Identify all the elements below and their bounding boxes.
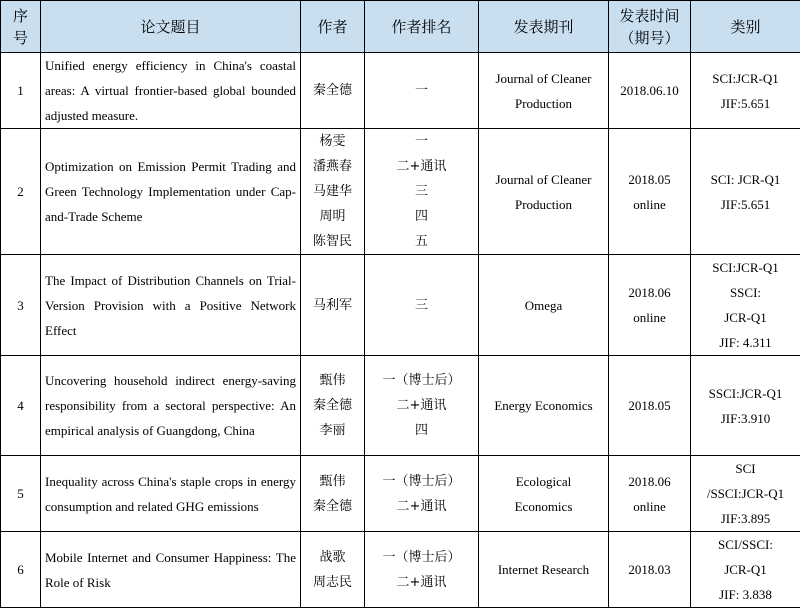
cell-line: 二+通讯: [369, 494, 474, 519]
cell-line: 甄伟: [305, 368, 360, 393]
cell-line: 周志民: [305, 570, 360, 595]
cell-line: Production: [483, 192, 604, 217]
cell-line: JIF: 4.311: [695, 330, 796, 355]
cell-authors: [301, 356, 365, 456]
cell-line: Omega: [483, 293, 604, 318]
cell-ranks: [365, 356, 479, 456]
cell-authors: [301, 255, 365, 356]
cell-line: 一（博士后）: [369, 368, 474, 393]
cell-category: [691, 356, 800, 456]
cell-index: 4: [1, 356, 41, 456]
cell-title: Optimization on Emission Permit Trading and Green Technology Implementation under Cap-and-Trade Scheme: [41, 129, 301, 255]
cell-journal: [479, 532, 609, 608]
cell-line: 秦全德: [305, 393, 360, 418]
cell-line: Economics: [483, 494, 604, 519]
cell-journal: [479, 53, 609, 129]
cell-authors: [301, 532, 365, 608]
cell-date: [609, 129, 691, 255]
header-rank: 作者排名: [365, 1, 479, 53]
cell-index: 1: [1, 53, 41, 129]
cell-line: 潘燕春: [305, 154, 360, 179]
cell-line: SCI: JCR-Q1: [695, 167, 796, 192]
cell-line: online: [613, 192, 686, 217]
header-index: 序 号: [1, 1, 41, 53]
cell-journal: [479, 255, 609, 356]
cell-title: The Impact of Distribution Channels on Trial-Version Provision with a Positive Network Effect: [41, 255, 301, 356]
cell-title: Inequality across China's staple crops in energy consumption and related GHG emissions: [41, 456, 301, 532]
cell-line: /SSCI:JCR-Q1: [695, 481, 796, 506]
cell-line: online: [613, 494, 686, 519]
cell-line: 2018.06.10: [613, 78, 686, 103]
cell-ranks: [365, 53, 479, 129]
table-row: [1, 53, 800, 129]
cell-line: JIF:5.651: [695, 91, 796, 116]
cell-title: Mobile Internet and Consumer Happiness: The Role of Risk: [41, 532, 301, 608]
cell-line: Production: [483, 91, 604, 116]
cell-line: 马建华: [305, 179, 360, 204]
cell-line: 2018.03: [613, 557, 686, 582]
cell-line: 四: [369, 418, 474, 443]
cell-category: [691, 129, 800, 255]
cell-line: 杨雯: [305, 129, 360, 154]
cell-line: 一: [369, 129, 474, 154]
cell-category: [691, 53, 800, 129]
cell-line: 2018.05: [613, 167, 686, 192]
cell-line: JCR-Q1: [695, 305, 796, 330]
cell-title: Uncovering household indirect energy-saving responsibility from a sectoral perspective: An empirical analysis of Guangdong, China: [41, 356, 301, 456]
header-title: 论文题目: [41, 1, 301, 53]
table-row: [1, 356, 800, 456]
cell-line: 五: [369, 229, 474, 254]
cell-date: [609, 456, 691, 532]
cell-index: 3: [1, 255, 41, 356]
cell-line: 二+通讯: [369, 570, 474, 595]
cell-date: [609, 53, 691, 129]
cell-line: 马利军: [305, 293, 360, 318]
cell-category: [691, 532, 800, 608]
cell-line: 三: [369, 293, 474, 318]
cell-index: 5: [1, 456, 41, 532]
cell-ranks: [365, 456, 479, 532]
cell-line: 二+通讯: [369, 393, 474, 418]
cell-line: 甄伟: [305, 469, 360, 494]
header-journal: 发表期刊: [479, 1, 609, 53]
cell-line: SCI: [695, 456, 796, 481]
cell-line: Energy Economics: [483, 393, 604, 418]
header-row: [1, 1, 800, 53]
table-row: [1, 129, 800, 255]
cell-line: 战歌: [305, 545, 360, 570]
cell-line: JIF: 3.838: [695, 582, 796, 607]
cell-line: 2018.05: [613, 393, 686, 418]
cell-line: Ecological: [483, 469, 604, 494]
cell-line: 二+通讯: [369, 154, 474, 179]
cell-line: JIF:5.651: [695, 192, 796, 217]
header-author: 作者: [301, 1, 365, 53]
cell-ranks: [365, 255, 479, 356]
cell-line: 2018.06: [613, 280, 686, 305]
cell-journal: [479, 129, 609, 255]
cell-line: 三: [369, 179, 474, 204]
cell-line: JIF:3.895: [695, 506, 796, 531]
cell-category: [691, 255, 800, 356]
cell-line: Journal of Cleaner: [483, 167, 604, 192]
table-row: [1, 255, 800, 356]
cell-line: 李丽: [305, 418, 360, 443]
cell-line: Internet Research: [483, 557, 604, 582]
cell-line: JCR-Q1: [695, 557, 796, 582]
cell-line: 秦全德: [305, 78, 360, 103]
cell-line: 2018.06: [613, 469, 686, 494]
cell-index: 2: [1, 129, 41, 255]
cell-date: [609, 255, 691, 356]
table-row: [1, 456, 800, 532]
header-category: 类别: [691, 1, 800, 53]
cell-line: SSCI:JCR-Q1: [695, 381, 796, 406]
cell-line: 一: [369, 78, 474, 103]
cell-line: 一（博士后）: [369, 469, 474, 494]
cell-authors: [301, 53, 365, 129]
cell-category: [691, 456, 800, 532]
cell-line: 秦全德: [305, 494, 360, 519]
cell-ranks: [365, 532, 479, 608]
cell-line: 一（博士后）: [369, 545, 474, 570]
cell-date: [609, 532, 691, 608]
cell-line: 四: [369, 204, 474, 229]
cell-authors: [301, 129, 365, 255]
table-row: [1, 532, 800, 608]
cell-line: SCI:JCR-Q1: [695, 66, 796, 91]
cell-date: [609, 356, 691, 456]
cell-line: SCI:JCR-Q1: [695, 255, 796, 280]
cell-title: Unified energy efficiency in China's coastal areas: A virtual frontier-based global bounded adjusted measure.: [41, 53, 301, 129]
cell-line: 周明: [305, 204, 360, 229]
cell-authors: [301, 456, 365, 532]
header-date: 发表时间 （期号）: [609, 1, 691, 53]
cell-journal: [479, 356, 609, 456]
cell-line: SCI/SSCI:: [695, 532, 796, 557]
cell-ranks: [365, 129, 479, 255]
cell-line: JIF:3.910: [695, 406, 796, 431]
cell-line: SSCI:: [695, 280, 796, 305]
cell-line: 陈智民: [305, 229, 360, 254]
cell-line: Journal of Cleaner: [483, 66, 604, 91]
cell-journal: [479, 456, 609, 532]
cell-index: 6: [1, 532, 41, 608]
cell-line: online: [613, 305, 686, 330]
